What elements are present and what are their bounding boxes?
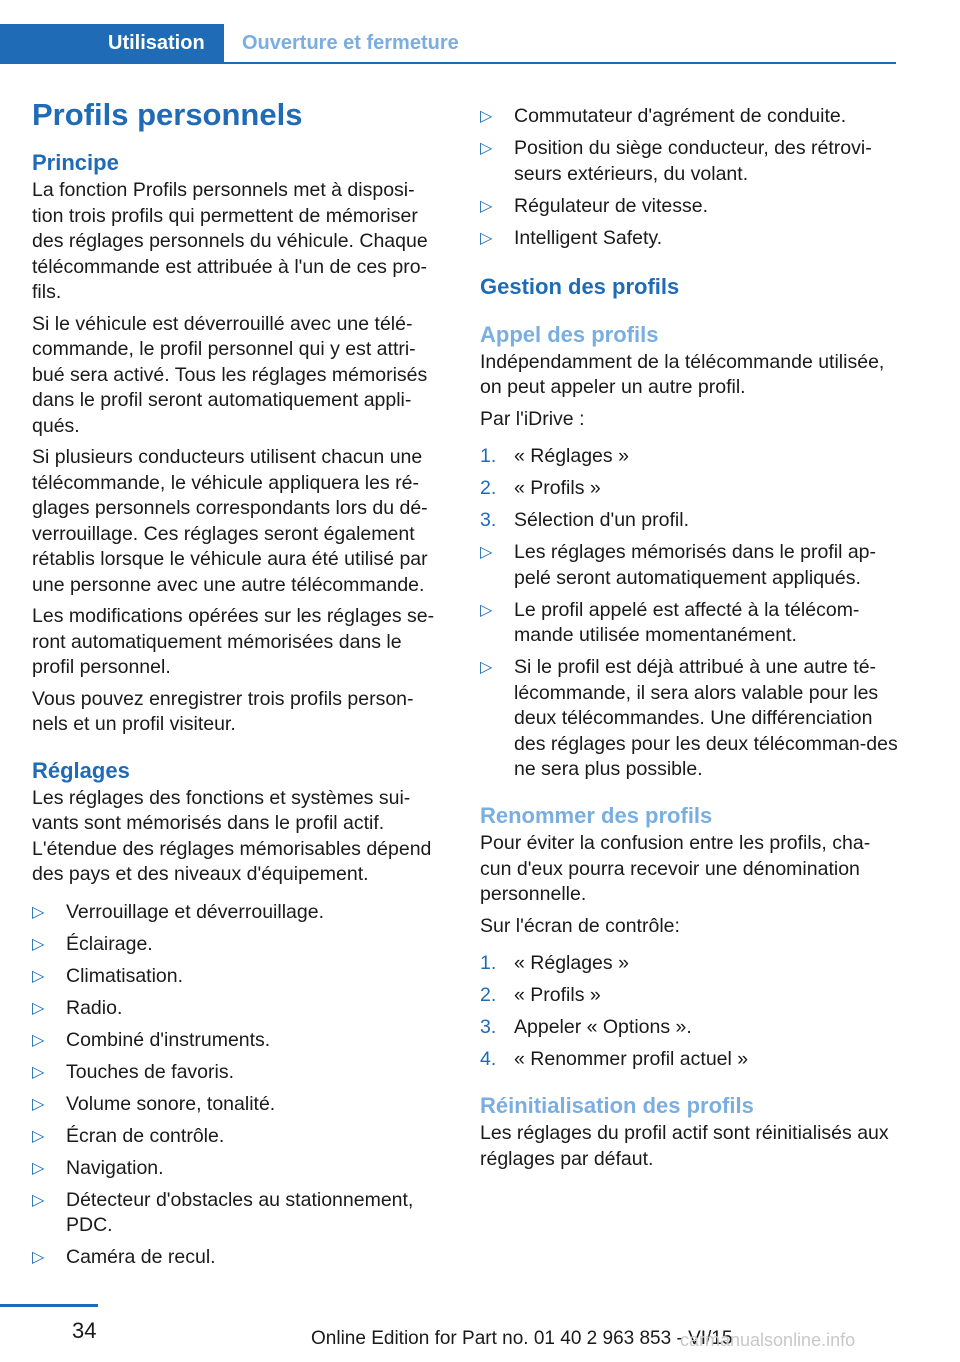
list-item: ▷ Intelligent Safety. <box>480 226 900 252</box>
triangle-bullet-icon: ▷ <box>32 1127 45 1145</box>
list-item: ▷ Combiné d'instruments. <box>32 1028 442 1054</box>
heading-appel-profils: Appel des profils <box>480 321 659 347</box>
step-item: 1. « Réglages » <box>480 445 629 467</box>
paragraph: Par l'iDrive : <box>480 407 585 430</box>
step-item: 1. « Réglages » <box>480 952 629 974</box>
edition-note: Online Edition for Part no. 01 40 2 963 853 - VI/15 <box>311 1328 733 1349</box>
list-item: ▷ Verrouillage et déverrouillage. <box>32 900 442 926</box>
triangle-bullet-icon: ▷ <box>32 1095 45 1113</box>
triangle-bullet-icon: ▷ <box>480 544 493 561</box>
list-item: ▷ Commutateur d'agrément de conduite. <box>480 104 900 130</box>
step-item: 4. « Renommer profil actuel » <box>480 1048 749 1070</box>
triangle-bullet-icon: ▷ <box>480 659 493 676</box>
list-item: ▷ Éclairage. <box>32 932 442 958</box>
list-item: ▷ Volume sonore, tonalité. <box>32 1092 442 1118</box>
list-item: ▷ Régulateur de vitesse. <box>480 194 900 220</box>
step-item: 3. Appeler « Options ». <box>480 1016 692 1038</box>
appel-steps <box>480 444 900 534</box>
footer-rule <box>0 1304 98 1307</box>
triangle-bullet-icon: ▷ <box>480 108 493 125</box>
triangle-bullet-icon: ▷ <box>480 140 493 157</box>
step-item: 3. Sélection d'un profil. <box>480 509 689 531</box>
list-item: ▷ Climatisation. <box>32 964 442 990</box>
step-item: 2. « Profils » <box>480 477 601 499</box>
tab-ouverture-fermeture[interactable]: Ouverture et fermeture <box>242 32 459 54</box>
triangle-bullet-icon: ▷ <box>32 1159 45 1177</box>
list-item: ▷ Touches de favoris. <box>32 1060 442 1086</box>
paragraph: Les réglages du profil actif sont réinitialisés aux réglages par défaut. <box>480 1122 889 1170</box>
triangle-bullet-icon: ▷ <box>480 197 493 215</box>
triangle-bullet-icon: ▷ <box>32 1063 45 1081</box>
paragraph: Si le véhicule est déverrouillé avec une télé-commande, le profil personnel qui y est attri-bué sera activé. Tous les réglages mémorisés dans le profil seront automatiquement appli-qués. <box>32 312 428 437</box>
reglages-list <box>32 900 442 1271</box>
left-column <box>32 96 442 1277</box>
paragraph: Vous pouvez enregistrer trois profils person-nels et un profil visiteur. <box>32 687 414 735</box>
page-number: 34 <box>72 1318 97 1343</box>
page-title: Profils personnels <box>32 97 303 132</box>
paragraph: Pour éviter la confusion entre les profils, cha-cun d'eux pourra recevoir une dénomination personnelle. <box>480 832 871 905</box>
list-item: ▷ Radio. <box>32 996 442 1022</box>
right-column <box>480 104 900 1178</box>
list-item: ▷ Si le profil est déjà attribué à une autre té-lécommande, il sera alors valable pour les deux télécommandes. Une différenciation des réglages pour les deux télécomman-des ne sera plus possible. <box>480 656 898 780</box>
reglages-list-continued <box>480 104 900 251</box>
paragraph: Les modifications opérées sur les réglages se-ront automatiquement mémorisées dans le profil personnel. <box>32 605 435 678</box>
watermark: carmanualsonline.info <box>680 1330 856 1350</box>
renommer-steps <box>480 951 900 1073</box>
paragraph: Si plusieurs conducteurs utilisent chacun une télécommande, le véhicule appliquera les ré-glages personnels correspondants lors du dé-verrouillage. Ces réglages seront également rétablis lorsque le véhicule aura été utilisé par une personne avec une autre télécommande. <box>32 446 428 596</box>
tab-utilisation[interactable]: Utilisation <box>0 24 224 62</box>
principe-text <box>32 178 442 738</box>
list-item: ▷ Caméra de recul. <box>32 1245 442 1271</box>
triangle-bullet-icon: ▷ <box>32 1191 45 1209</box>
heading-principe: Principe <box>32 150 119 175</box>
triangle-bullet-icon: ▷ <box>32 903 45 921</box>
triangle-bullet-icon: ▷ <box>32 967 45 985</box>
list-item: ▷ Le profil appelé est affecté à la télécom-mande utilisée momentanément. <box>480 598 860 646</box>
paragraph: Sur l'écran de contrôle: <box>480 914 680 937</box>
list-item: ▷ Navigation. <box>32 1156 442 1182</box>
triangle-bullet-icon: ▷ <box>32 935 45 953</box>
heading-gestion-profils: Gestion des profils <box>480 273 680 299</box>
list-item: ▷ Position du siège conducteur, des rétrovi-seurs extérieurs, du volant. <box>480 137 872 185</box>
heading-reglages: Réglages <box>32 757 130 783</box>
triangle-bullet-icon: ▷ <box>480 229 493 247</box>
paragraph: Les réglages des fonctions et systèmes sui-vants sont mémorisés dans le profil actif. <box>32 786 411 834</box>
triangle-bullet-icon: ▷ <box>32 1031 45 1049</box>
heading-reinitialisation-profils: Réinitialisation des profils <box>480 1093 754 1118</box>
triangle-bullet-icon: ▷ <box>32 999 45 1017</box>
list-item: ▷ Détecteur d'obstacles au stationnement, PDC. <box>32 1188 414 1236</box>
heading-renommer-profils: Renommer des profils <box>480 803 713 828</box>
triangle-bullet-icon: ▷ <box>480 601 493 619</box>
list-item: ▷ Écran de contrôle. <box>32 1124 442 1150</box>
paragraph: L'étendue des réglages mémorisables dépend des pays et des niveaux d'équipement. <box>32 837 432 885</box>
list-item: ▷ Les réglages mémorisés dans le profil ap-pelé seront automatiquement appliqués. <box>480 541 877 589</box>
step-item: 2. « Profils » <box>480 984 601 1006</box>
triangle-bullet-icon: ▷ <box>32 1249 45 1266</box>
appel-notes <box>480 540 900 783</box>
chapter-tabbar <box>0 24 896 64</box>
paragraph: Indépendamment de la télécommande utilisée, on peut appeler un autre profil. <box>480 350 885 398</box>
paragraph: La fonction Profils personnels met à disposi-tion trois profils qui permettent de mémoriser des réglages personnels du véhicule. Chaque télécommande est attribuée à l'un de ces pro-fils. <box>32 179 428 303</box>
